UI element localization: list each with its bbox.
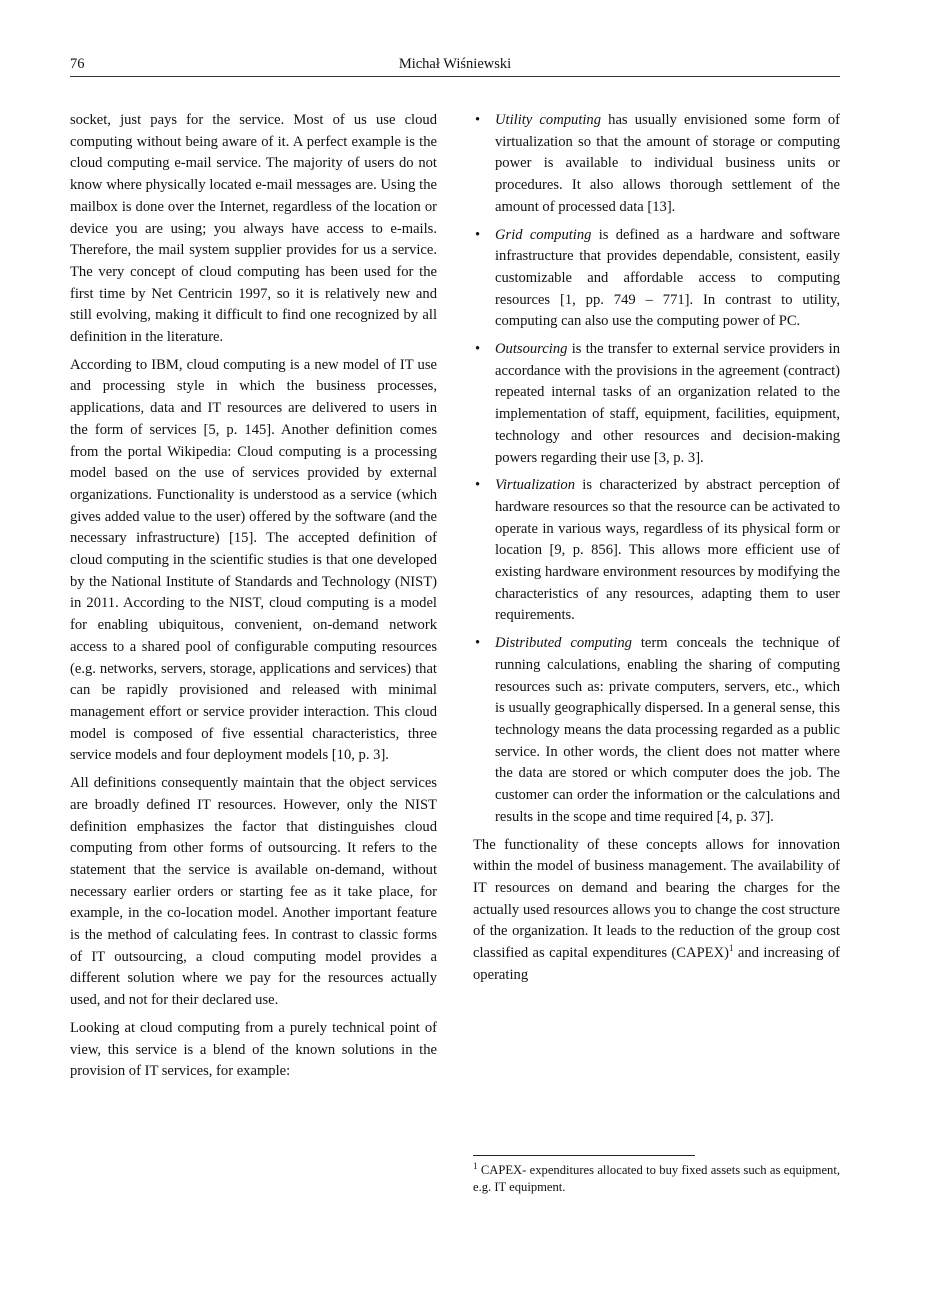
paragraph	[473, 835, 840, 987]
bullet-icon: •	[475, 226, 481, 243]
definition: term conceals the technique of running calculations, enabling the sharing of computing resources such as: private computers, servers, etc., which is usually geographically dispersed. In a general sense, this technology means the data processing regarded as a public service. In other words, the client does not matter where the data are stored or which computer does the job. The customer can order the information or the calculations and results in the scope and time required [4, p. 37].	[495, 635, 840, 825]
definition: has usually envisioned some form of virtualization so that the amount of storage or computing power is available to individual business units or procedures. It also allows thorough settlement of the amount of processed data [13].	[495, 112, 840, 215]
bullet-icon: •	[475, 341, 481, 358]
definition: is the transfer to external service providers in accordance with the provisions in the agreement (contract) repeated internal tasks of an organization related to the implementation of staff, equipment, facilities, equipment, technology and other resources and decision-making powers regarding their use [3, p. 3].	[495, 341, 840, 466]
list-item	[473, 475, 840, 627]
footnote-mark: 1	[473, 1160, 478, 1171]
term: Virtualization	[495, 477, 576, 494]
paragraph: All definitions consequently maintain that the object services are broadly defined IT resources. However, only the NIST definition emphasizes the factor that distinguishes cloud computing from other forms of outsourcing. It refers to the statement that the service is available on-demand, without necessary earlier orders or starting fee as it take place, for example, in the co-location model. Another important feature is the method of calculating fees. In contrast to classic forms of IT outsourcing, a cloud computing model provides a different solution where we pay for the resources actually used, and not for their declared use.	[70, 775, 437, 1009]
list-item	[473, 110, 840, 219]
running-head: Michał Wiśniewski	[398, 56, 512, 72]
definition: is characterized by abstract perception of hardware resources so that the resource can be activated to operate in various ways, regardless of its physical form or location [9, p. 856]. This allows more efficient use of existing hardware environment resources by modifying the characteristics of any resources, adapting them to user requirements.	[495, 477, 840, 624]
paragraph-text: The functionality of these concepts allows for innovation within the model of business management. The availability of IT resources on demand and bearing the charges for the actually used resources allows you to change the cost structure of the organization. It leads to the reduction of the group cost classified as capital expenditures (CAPEX)	[473, 836, 840, 962]
list-item	[473, 225, 840, 334]
definition: is defined as a hardware and software infrastructure that provides dependable, consistent, easily customizable and affordable access to computing resources [1, pp. 749 – 771]. In contrast to utility, computing can also use the computing power of PC.	[495, 226, 840, 330]
paragraph: According to IBM, cloud computing is a new model of IT use and processing style in which the business processes, applications, data and IT resources are delivered to users in the form of services [5, p. 145]. Another definition comes from the portal Wikipedia: Cloud computing is a processing model based on the use of services provided by external organizations. Functionality is understood as a service (which gives added value to the user) offered by the software (and the necessary infrastructure) [15]. The accepted definition of cloud computing in the scientific studies is that one developed by the National Institute of Standards and Technology (NIST) in 2011. According to the NIST, cloud computing is a model for enabling ubiquitous, convenient, on-demand network access to a shared pool of configurable computing resources (e.g. networks, servers, storage, applications and services) that can be rapidly provisioned and released with minimal management effort or service provider interaction. This cloud model is composed of five essential characteristics, three service models and four deployment models [10, p. 3].	[70, 356, 437, 764]
bullet-list	[473, 110, 840, 829]
term: Utility computing	[495, 112, 602, 128]
footnote-reference[interactable]: 1	[729, 943, 734, 954]
term: Grid computing	[495, 226, 592, 243]
left-column	[70, 110, 437, 1089]
bullet-icon: •	[475, 112, 481, 128]
paragraph: Looking at cloud computing from a purely technical point of view, this service is a blend of the known solutions in the provision of IT services, for example:	[70, 1019, 437, 1080]
bullet-icon: •	[475, 635, 481, 652]
right-column	[473, 110, 840, 992]
list-item	[473, 633, 840, 828]
paragraph-text: and increasing of operating	[473, 945, 840, 983]
footnote-divider	[473, 1155, 695, 1156]
term: Outsourcing	[495, 341, 568, 358]
list-item	[473, 339, 840, 469]
term: Distributed computing	[495, 635, 632, 652]
page-number: 76	[70, 56, 85, 72]
footnote-text: CAPEX- expenditures allocated to buy fixed assets such as equipment, e.g. IT equipment.	[473, 1163, 840, 1194]
bullet-icon: •	[475, 477, 481, 494]
paragraph: socket, just pays for the service. Most of us use cloud computing without being aware of it. A perfect example is the cloud computing e-mail service. The majority of users do not know where physically located e-mail messages are. Using the mailbox is done over the Internet, regardless of the location or device you are using; you always have access to e-mails. Therefore, the mail system supplier provides for us a service. The very concept of cloud computing has been used for the first time by Net Centricin 1997, so it is relatively new and still evolving, making it difficult to find one recognized by all definition in the literature.	[70, 112, 437, 346]
footnote	[473, 1162, 840, 1196]
page-header	[70, 56, 840, 77]
